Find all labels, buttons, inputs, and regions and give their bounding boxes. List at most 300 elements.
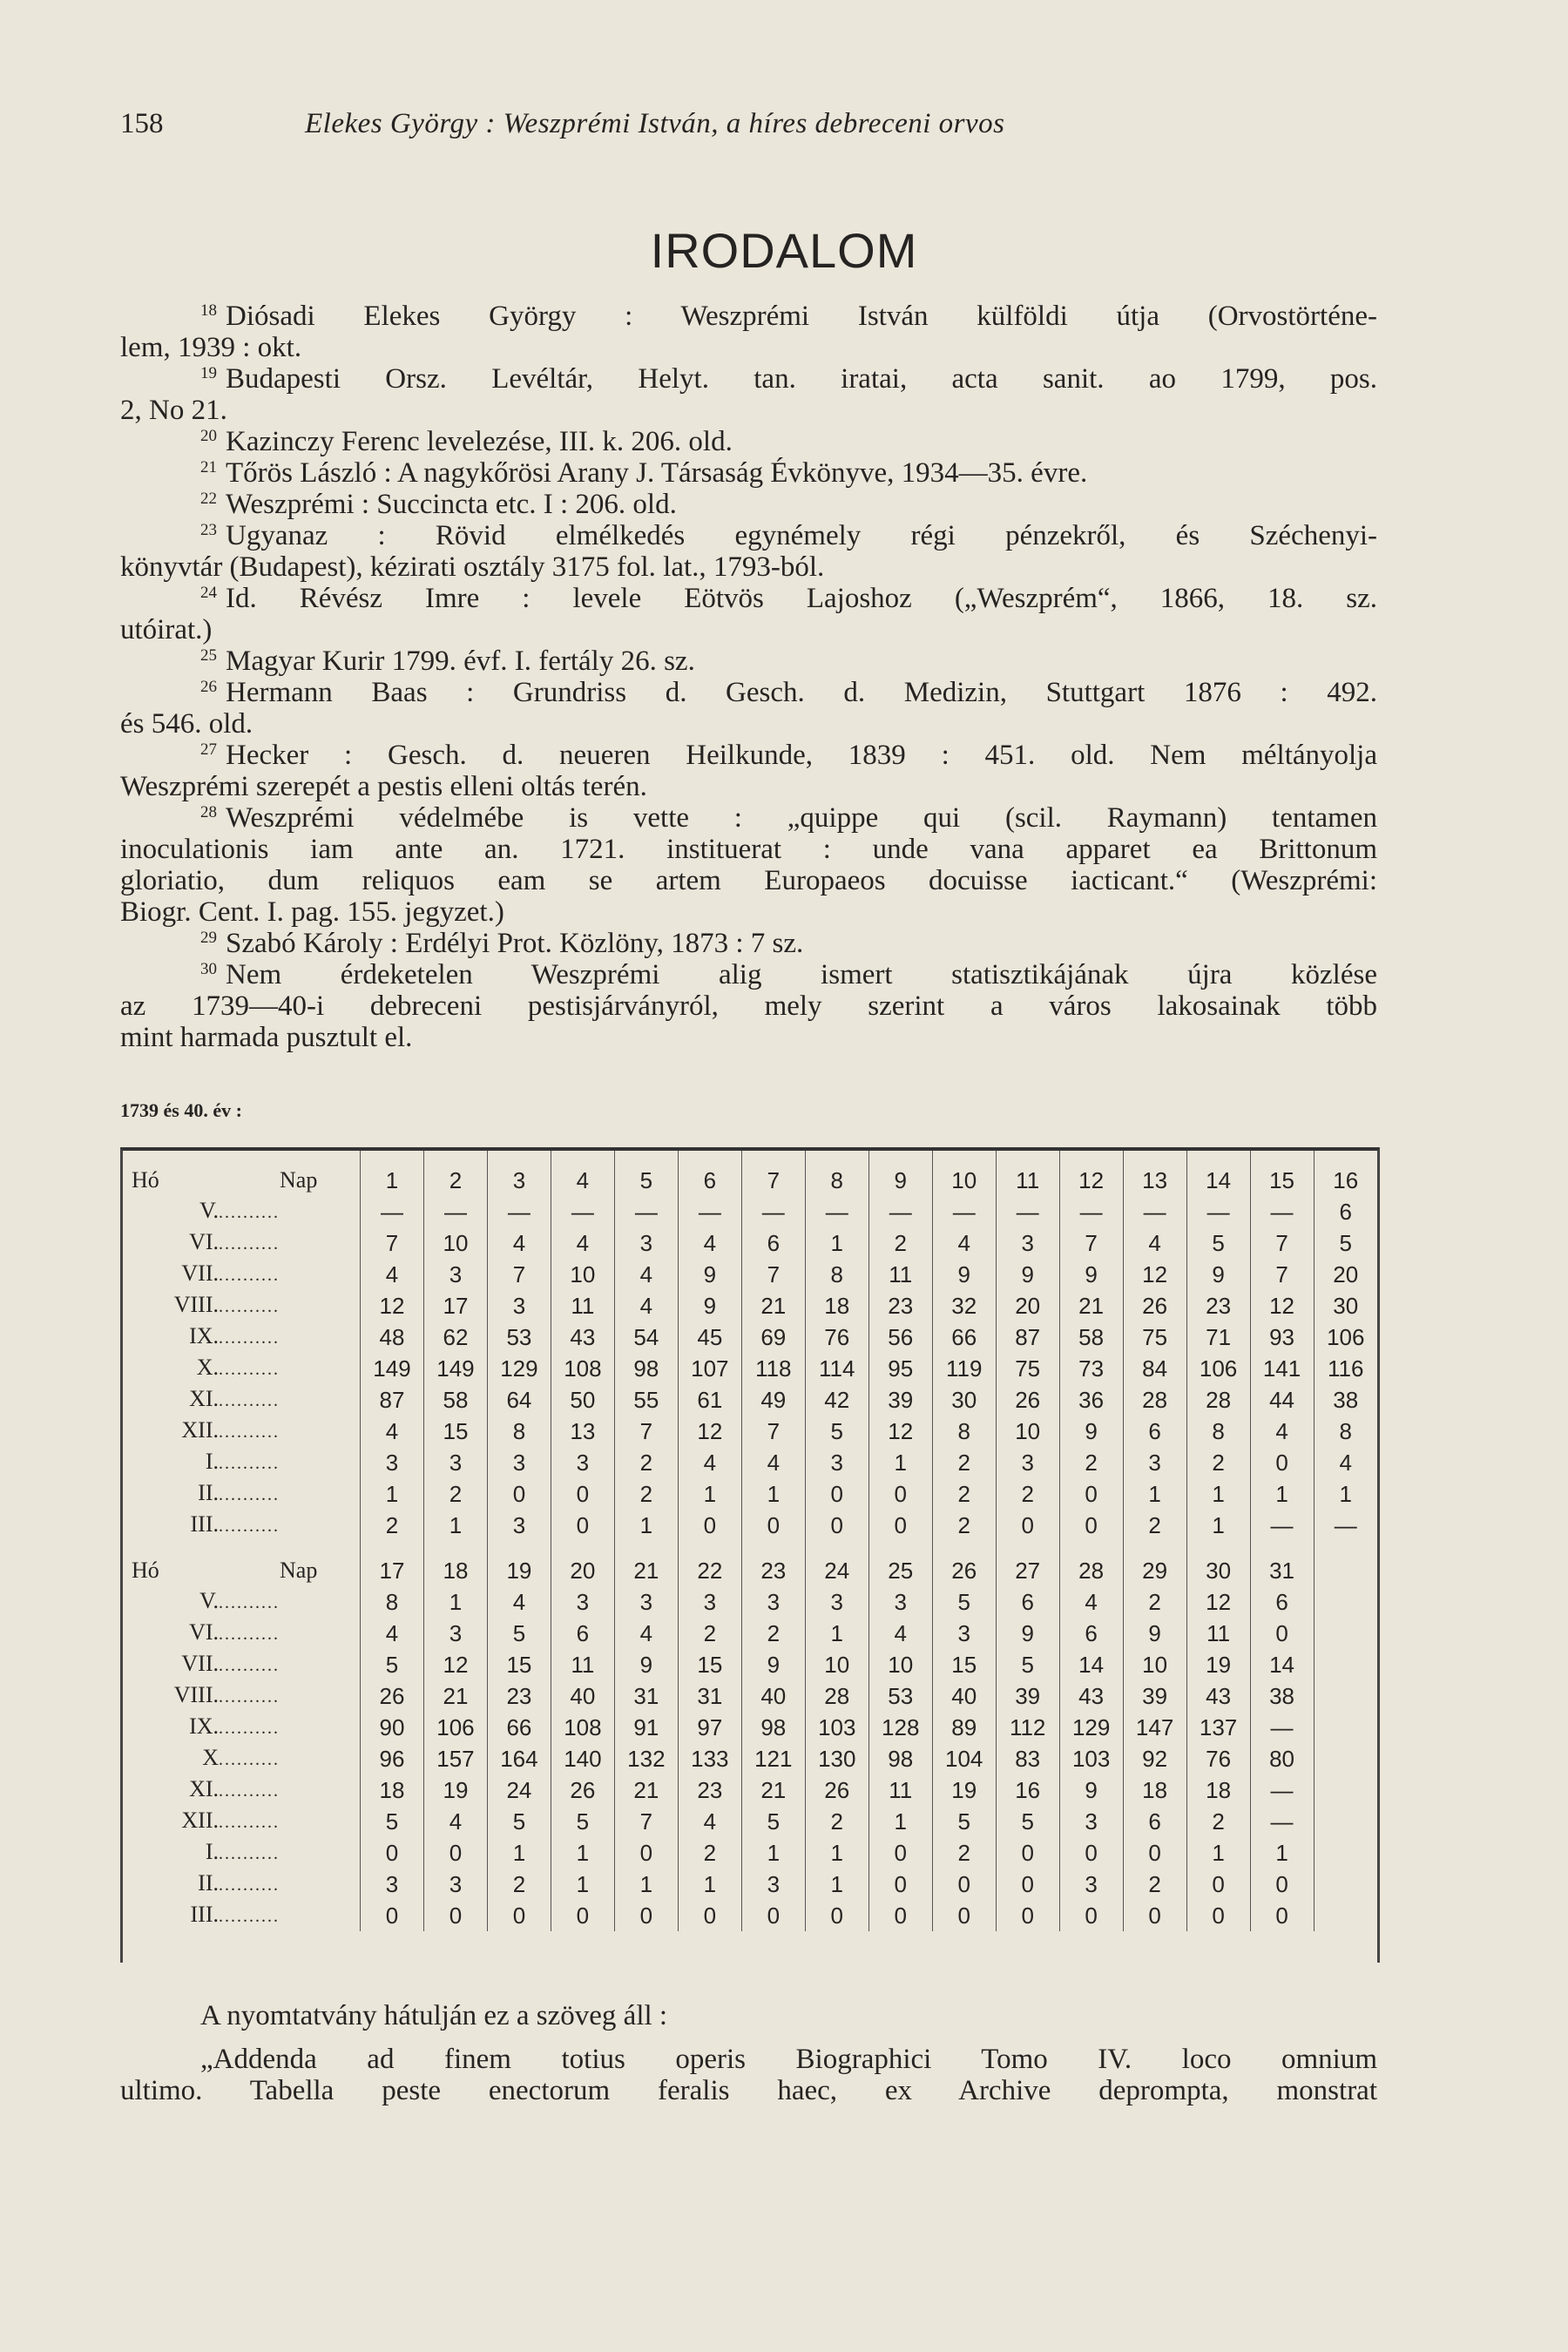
day-number: 15 (1250, 1151, 1314, 1196)
death-count: 18 (1186, 1774, 1250, 1806)
death-count: 1 (361, 1478, 424, 1510)
footnote-text: Kazinczy Ferenc levelezése, III. k. 206. old. (226, 426, 733, 457)
dot-leader: .......... (219, 1687, 280, 1707)
table-row (123, 1680, 1377, 1712)
death-count: 26 (551, 1774, 614, 1806)
death-count: 10 (423, 1227, 487, 1259)
death-count: 15 (423, 1416, 487, 1447)
death-count: 58 (423, 1384, 487, 1416)
footnote-text: Tőrös László : A nagykőrösi Arany J. Társaság Évkönyve, 1934—35. évre. (226, 457, 1088, 489)
footnote-line (120, 645, 1377, 677)
footnote-number: 22 (200, 490, 217, 508)
day-number: 13 (1123, 1151, 1186, 1196)
death-count: 0 (868, 1510, 932, 1541)
death-count: 4 (614, 1259, 678, 1290)
death-count: 23 (487, 1680, 551, 1712)
footnote-line (120, 551, 1377, 583)
death-count: 1 (423, 1586, 487, 1618)
death-count: 98 (868, 1743, 932, 1774)
death-count: 0 (868, 1869, 932, 1900)
death-count: 21 (423, 1680, 487, 1712)
death-count: 0 (805, 1478, 868, 1510)
day-number: 21 (614, 1541, 678, 1586)
death-count: 0 (868, 1837, 932, 1869)
death-count: 140 (551, 1743, 614, 1774)
death-count: 26 (996, 1384, 1059, 1416)
death-count: 3 (805, 1586, 868, 1618)
table-header-row (123, 1541, 1377, 1586)
death-count: 3 (551, 1447, 614, 1478)
death-count: 103 (1059, 1743, 1123, 1774)
footnote-line (120, 677, 1377, 708)
death-count: 14 (1250, 1649, 1314, 1680)
death-count: 1 (1314, 1478, 1377, 1510)
death-count: 48 (361, 1321, 424, 1353)
death-count: — (805, 1196, 868, 1227)
footnote-line (120, 583, 1377, 614)
death-count: 61 (678, 1384, 741, 1416)
table-row (123, 1649, 1377, 1680)
death-count: 103 (805, 1712, 868, 1743)
death-count: 0 (487, 1478, 551, 1510)
death-count: 9 (678, 1259, 741, 1290)
death-count: 0 (1250, 1447, 1314, 1478)
death-count: 7 (614, 1806, 678, 1837)
death-count: 8 (1314, 1416, 1377, 1447)
closing-line: A nyomtatvány hátulján ez a szöveg áll : (200, 2000, 668, 2031)
month-cell (123, 1321, 361, 1353)
death-count: 19 (423, 1774, 487, 1806)
month-label: VIII. (173, 1682, 219, 1707)
month-label: VIII. (173, 1292, 219, 1317)
death-count: 38 (1250, 1680, 1314, 1712)
death-count: 2 (361, 1510, 424, 1541)
table-row (123, 1712, 1377, 1743)
death-count: 121 (741, 1743, 805, 1774)
running-title: Elekes György : Weszprémi István, a híres debreceni orvos (305, 108, 1005, 139)
death-count: 0 (423, 1900, 487, 1931)
death-count: 4 (678, 1806, 741, 1837)
death-count: 0 (1059, 1900, 1123, 1931)
death-count: 4 (1250, 1416, 1314, 1447)
footnote-number: 28 (200, 803, 217, 821)
death-count: 10 (1123, 1649, 1186, 1680)
death-count: 5 (932, 1806, 996, 1837)
footnote-line (120, 865, 1377, 896)
footnote-number: 20 (200, 427, 217, 445)
death-count: 1 (1123, 1478, 1186, 1510)
footnote-text: Hermann Baas : Grundriss d. Gesch. d. Medizin, Stuttgart 1876 : 492. (226, 677, 1377, 708)
death-count: — (614, 1196, 678, 1227)
month-cell (123, 1618, 361, 1649)
death-count: 39 (1123, 1680, 1186, 1712)
death-count: 0 (932, 1869, 996, 1900)
death-count: 0 (1250, 1869, 1314, 1900)
death-count: 43 (551, 1321, 614, 1353)
death-count: 80 (1250, 1743, 1314, 1774)
day-number: 24 (805, 1541, 868, 1586)
table-row (123, 1353, 1377, 1384)
month-cell (123, 1353, 361, 1384)
death-count: 11 (551, 1649, 614, 1680)
death-count: 21 (1059, 1290, 1123, 1321)
death-count: 0 (1250, 1618, 1314, 1649)
death-count: — (996, 1196, 1059, 1227)
death-count: 28 (1123, 1384, 1186, 1416)
death-count: 4 (1123, 1227, 1186, 1259)
death-count: 4 (423, 1806, 487, 1837)
footnote-number: 23 (200, 521, 217, 539)
death-count: 40 (741, 1680, 805, 1712)
footnote-line (120, 520, 1377, 551)
death-count: 1 (805, 1227, 868, 1259)
death-count: 0 (996, 1900, 1059, 1931)
day-number: 11 (996, 1151, 1059, 1196)
death-count: 1 (741, 1837, 805, 1869)
day-number: 5 (614, 1151, 678, 1196)
day-number: 8 (805, 1151, 868, 1196)
death-count: 1 (1250, 1478, 1314, 1510)
death-count: 0 (361, 1900, 424, 1931)
dot-leader: .......... (219, 1656, 280, 1675)
death-count: 2 (932, 1478, 996, 1510)
day-number: 17 (361, 1541, 424, 1586)
death-count: 90 (361, 1712, 424, 1743)
footnote-line (120, 802, 1377, 834)
death-count: 4 (678, 1447, 741, 1478)
death-count: 3 (361, 1447, 424, 1478)
death-count: 30 (932, 1384, 996, 1416)
day-number: 1 (361, 1151, 424, 1196)
month-label: X. (196, 1355, 219, 1380)
footnote-text: könyvtár (Budapest), kézirati osztály 3175 fol. lat., 1793-ból. (120, 551, 825, 583)
footnote-text: lem, 1939 : okt. (120, 332, 302, 363)
death-count: 11 (551, 1290, 614, 1321)
day-number: 28 (1059, 1541, 1123, 1586)
death-count: 5 (487, 1618, 551, 1649)
death-count: 4 (932, 1227, 996, 1259)
death-count: 23 (1186, 1290, 1250, 1321)
death-count: 8 (361, 1586, 424, 1618)
death-count: 10 (551, 1259, 614, 1290)
death-count: 164 (487, 1743, 551, 1774)
death-count: 45 (678, 1321, 741, 1353)
death-count: 3 (741, 1586, 805, 1618)
footnote-line (120, 959, 1377, 990)
death-count: 0 (868, 1900, 932, 1931)
death-count: 71 (1186, 1321, 1250, 1353)
month-label: X (202, 1745, 219, 1770)
footnote-line (120, 332, 1377, 363)
death-count: 0 (678, 1510, 741, 1541)
month-label: II. (198, 1870, 219, 1896)
death-count: 1 (487, 1837, 551, 1869)
dot-leader: .......... (219, 1391, 280, 1410)
month-label: V. (199, 1588, 219, 1613)
month-label: II. (198, 1480, 219, 1505)
death-count: 7 (741, 1416, 805, 1447)
death-count: 2 (678, 1618, 741, 1649)
death-count: 0 (551, 1900, 614, 1931)
death-count: 0 (678, 1900, 741, 1931)
death-count: 2 (423, 1478, 487, 1510)
table-row (123, 1837, 1377, 1869)
death-count: 0 (932, 1900, 996, 1931)
death-count: 128 (868, 1712, 932, 1743)
footnote-text: Weszprémi szerepét a pestis elleni oltás terén. (120, 771, 647, 802)
month-label: V. (199, 1198, 219, 1223)
death-count: 5 (487, 1806, 551, 1837)
death-count: 4 (1059, 1586, 1123, 1618)
death-count: 9 (932, 1259, 996, 1290)
month-label: XI. (189, 1776, 219, 1801)
death-count: — (487, 1196, 551, 1227)
death-count: 0 (741, 1510, 805, 1541)
death-count: — (1250, 1712, 1314, 1743)
death-count: 10 (805, 1649, 868, 1680)
death-count: 8 (932, 1416, 996, 1447)
death-count: 3 (423, 1618, 487, 1649)
death-count: 2 (487, 1869, 551, 1900)
death-count: 58 (1059, 1321, 1123, 1353)
death-count: 53 (487, 1321, 551, 1353)
month-cell (123, 1227, 361, 1259)
death-count: 1 (741, 1478, 805, 1510)
death-count: 64 (487, 1384, 551, 1416)
death-count: 2 (741, 1618, 805, 1649)
death-count: 10 (996, 1416, 1059, 1447)
death-count: 5 (996, 1806, 1059, 1837)
death-count: 108 (551, 1712, 614, 1743)
death-count: — (1059, 1196, 1123, 1227)
death-count (1314, 1837, 1377, 1869)
month-header: Hó (132, 1167, 159, 1193)
death-count: 36 (1059, 1384, 1123, 1416)
death-count: 0 (1123, 1900, 1186, 1931)
death-count: 73 (1059, 1353, 1123, 1384)
death-count: 3 (487, 1510, 551, 1541)
death-count: 1 (805, 1837, 868, 1869)
table-row (123, 1416, 1377, 1447)
death-count: 18 (1123, 1774, 1186, 1806)
death-count: — (741, 1196, 805, 1227)
death-count: 133 (678, 1743, 741, 1774)
footnote-number: 30 (200, 960, 217, 978)
death-count: 8 (1186, 1416, 1250, 1447)
death-count: 49 (741, 1384, 805, 1416)
death-count: 0 (868, 1478, 932, 1510)
death-count: 112 (996, 1712, 1059, 1743)
death-count: 0 (487, 1900, 551, 1931)
dot-leader: .......... (219, 1750, 280, 1769)
month-label: XII. (181, 1808, 219, 1833)
dot-leader: .......... (219, 1719, 280, 1738)
month-header: Hó (132, 1558, 159, 1583)
death-count: 2 (1059, 1447, 1123, 1478)
death-count: 119 (932, 1353, 996, 1384)
day-number: 19 (487, 1541, 551, 1586)
day-number: 3 (487, 1151, 551, 1196)
death-count: 31 (614, 1680, 678, 1712)
death-count: 9 (1186, 1259, 1250, 1290)
dot-leader: .......... (219, 1266, 280, 1285)
month-label: III. (190, 1511, 219, 1537)
month-cell (123, 1196, 361, 1227)
death-count: 98 (741, 1712, 805, 1743)
death-count: 76 (805, 1321, 868, 1353)
day-number: 2 (423, 1151, 487, 1196)
footnote-text: utóirat.) (120, 614, 213, 645)
death-count: 14 (1059, 1649, 1123, 1680)
footnote-text: Szabó Károly : Erdélyi Prot. Közlöny, 1873 : 7 sz. (226, 928, 804, 959)
death-count: 17 (423, 1290, 487, 1321)
death-count: 108 (551, 1353, 614, 1384)
table-row (123, 1447, 1377, 1478)
table-row (123, 1586, 1377, 1618)
footnote-number: 25 (200, 646, 217, 665)
death-count: 3 (614, 1586, 678, 1618)
footnote-text: mint harmada pusztult el. (120, 1022, 413, 1053)
death-count: 26 (1123, 1290, 1186, 1321)
death-count: — (932, 1196, 996, 1227)
death-count: 1 (868, 1447, 932, 1478)
death-count: 55 (614, 1384, 678, 1416)
death-count: 28 (805, 1680, 868, 1712)
death-count: 4 (361, 1618, 424, 1649)
death-count: 13 (551, 1416, 614, 1447)
death-count: 3 (996, 1447, 1059, 1478)
closing-text (120, 2000, 1377, 2106)
death-count: 5 (996, 1649, 1059, 1680)
death-count: 12 (1250, 1290, 1314, 1321)
death-count: 1 (868, 1806, 932, 1837)
footnote-text: 2, No 21. (120, 395, 227, 426)
plague-deaths-table (120, 1147, 1380, 1963)
death-count: 97 (678, 1712, 741, 1743)
death-count: 1 (614, 1869, 678, 1900)
death-count: 3 (996, 1227, 1059, 1259)
death-count: 2 (1123, 1869, 1186, 1900)
death-count: 6 (1123, 1806, 1186, 1837)
death-count: 0 (1059, 1510, 1123, 1541)
day-number: 23 (741, 1541, 805, 1586)
death-count: 6 (1123, 1416, 1186, 1447)
death-count: 7 (741, 1259, 805, 1290)
footnote-line (120, 426, 1377, 457)
month-cell (123, 1259, 361, 1290)
month-cell (123, 1416, 361, 1447)
death-count: 75 (996, 1353, 1059, 1384)
day-number: 10 (932, 1151, 996, 1196)
death-count: 0 (805, 1900, 868, 1931)
death-count: 96 (361, 1743, 424, 1774)
footnote-text: inoculationis iam ante an. 1721. instituerat : unde vana apparet ea Brittonum (120, 834, 1377, 865)
death-count: 106 (423, 1712, 487, 1743)
death-count: 91 (614, 1712, 678, 1743)
death-count: — (1250, 1806, 1314, 1837)
death-count: 10 (868, 1649, 932, 1680)
death-count: 12 (1123, 1259, 1186, 1290)
footnote-line (120, 363, 1377, 395)
death-count: 92 (1123, 1743, 1186, 1774)
footnote-number: 24 (200, 584, 217, 602)
month-cell (123, 1900, 361, 1931)
death-count: 8 (805, 1259, 868, 1290)
death-count: 12 (868, 1416, 932, 1447)
death-count: 2 (932, 1837, 996, 1869)
footnote-number: 19 (200, 364, 217, 382)
death-count: 16 (996, 1774, 1059, 1806)
death-count: 5 (805, 1416, 868, 1447)
footnote-text: Diósadi Elekes György : Weszprémi István külföldi útja (Orvostörténe- (226, 301, 1377, 332)
death-count: 18 (361, 1774, 424, 1806)
table-row (123, 1196, 1377, 1227)
death-count: 9 (996, 1259, 1059, 1290)
death-count: 0 (361, 1837, 424, 1869)
death-count: 3 (614, 1227, 678, 1259)
death-count: 6 (551, 1618, 614, 1649)
footnotes (120, 301, 1377, 1053)
death-count: 9 (1123, 1618, 1186, 1649)
death-count: 1 (551, 1837, 614, 1869)
death-count: 23 (678, 1774, 741, 1806)
death-count: 15 (932, 1649, 996, 1680)
death-count: 2 (1186, 1447, 1250, 1478)
death-count: 9 (1059, 1259, 1123, 1290)
death-count: 4 (551, 1227, 614, 1259)
death-count: 15 (487, 1649, 551, 1680)
death-count: 3 (678, 1586, 741, 1618)
footnote-line (120, 771, 1377, 802)
death-count: 21 (614, 1774, 678, 1806)
footnote-text: Ugyanaz : Rövid elmélkedés egynémely régi pénzekről, és Széchenyi- (226, 520, 1377, 551)
death-count: 4 (868, 1618, 932, 1649)
death-count: — (361, 1196, 424, 1227)
death-count: 76 (1186, 1743, 1250, 1774)
footnote-line (120, 1022, 1377, 1053)
death-count (1314, 1869, 1377, 1900)
death-count: — (1250, 1774, 1314, 1806)
death-count (1314, 1712, 1377, 1743)
table-row (123, 1384, 1377, 1416)
section-title: IRODALOM (650, 223, 918, 278)
death-count: 4 (1314, 1447, 1377, 1478)
death-count: 0 (1186, 1869, 1250, 1900)
death-count: 9 (678, 1290, 741, 1321)
month-label: I. (205, 1839, 219, 1864)
death-count: 89 (932, 1712, 996, 1743)
closing-line: „Addenda ad finem totius operis Biographici Tomo IV. loco omnium (200, 2044, 1377, 2075)
death-count: 2 (614, 1447, 678, 1478)
death-count: 5 (361, 1806, 424, 1837)
death-count: 30 (1314, 1290, 1377, 1321)
death-count: 1 (614, 1510, 678, 1541)
death-count: 5 (361, 1649, 424, 1680)
death-count: 0 (423, 1837, 487, 1869)
death-count: 3 (868, 1586, 932, 1618)
death-count: 1 (805, 1869, 868, 1900)
death-count: 2 (805, 1806, 868, 1837)
death-count: 87 (361, 1384, 424, 1416)
death-count: 21 (741, 1774, 805, 1806)
death-count: 11 (1186, 1618, 1250, 1649)
death-count: 130 (805, 1743, 868, 1774)
death-count: 0 (996, 1837, 1059, 1869)
death-count: 137 (1186, 1712, 1250, 1743)
dot-leader: .......... (219, 1593, 280, 1612)
death-count: 12 (678, 1416, 741, 1447)
death-count (1314, 1743, 1377, 1774)
